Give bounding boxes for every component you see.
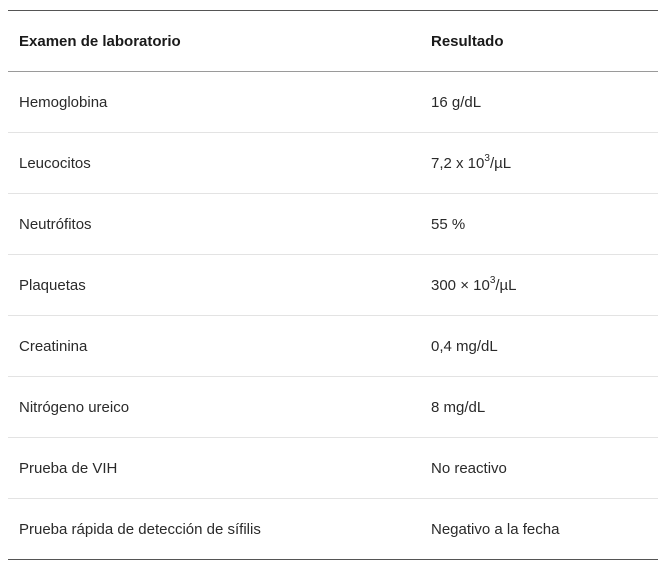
header-result: Resultado xyxy=(420,11,658,72)
table-row xyxy=(8,133,658,194)
result-cell: 8 mg/dL xyxy=(420,377,658,438)
result-cell: 55 % xyxy=(420,194,658,255)
exam-cell: Nitrógeno ureico xyxy=(8,377,420,438)
result-exponent: 3 xyxy=(484,152,490,164)
result-exponent: 3 xyxy=(489,274,496,286)
table-row xyxy=(8,377,658,438)
table-row xyxy=(8,255,658,316)
result-base: 300 × 10 xyxy=(431,276,490,294)
exam-cell: Hemoglobina xyxy=(8,72,420,133)
table-row xyxy=(8,438,658,499)
result-unit: /µL xyxy=(495,276,517,294)
table-row xyxy=(8,499,658,560)
table-header-row xyxy=(8,11,658,72)
result-unit: /µL xyxy=(489,154,512,172)
lab-results-table xyxy=(8,10,658,560)
result-cell xyxy=(420,133,658,194)
exam-cell: Plaquetas xyxy=(8,255,420,316)
exam-cell: Neutrófitos xyxy=(8,194,420,255)
result-cell: 16 g/dL xyxy=(420,72,658,133)
table-row xyxy=(8,316,658,377)
exam-cell: Prueba de VIH xyxy=(8,438,420,499)
result-base: 7,2 x 10 xyxy=(431,154,485,172)
exam-cell: Creatinina xyxy=(8,316,420,377)
result-cell: Negativo a la fecha xyxy=(431,520,560,538)
result-cell: No reactivo xyxy=(420,438,658,499)
exam-cell: Prueba rápida de detección de sífilis xyxy=(19,520,261,538)
table-row xyxy=(8,194,658,255)
exam-cell: Leucocitos xyxy=(8,133,420,194)
table-row xyxy=(8,72,658,133)
result-cell xyxy=(420,255,658,316)
header-exam: Examen de laboratorio xyxy=(8,11,420,72)
result-cell: 0,4 mg/dL xyxy=(420,316,658,377)
